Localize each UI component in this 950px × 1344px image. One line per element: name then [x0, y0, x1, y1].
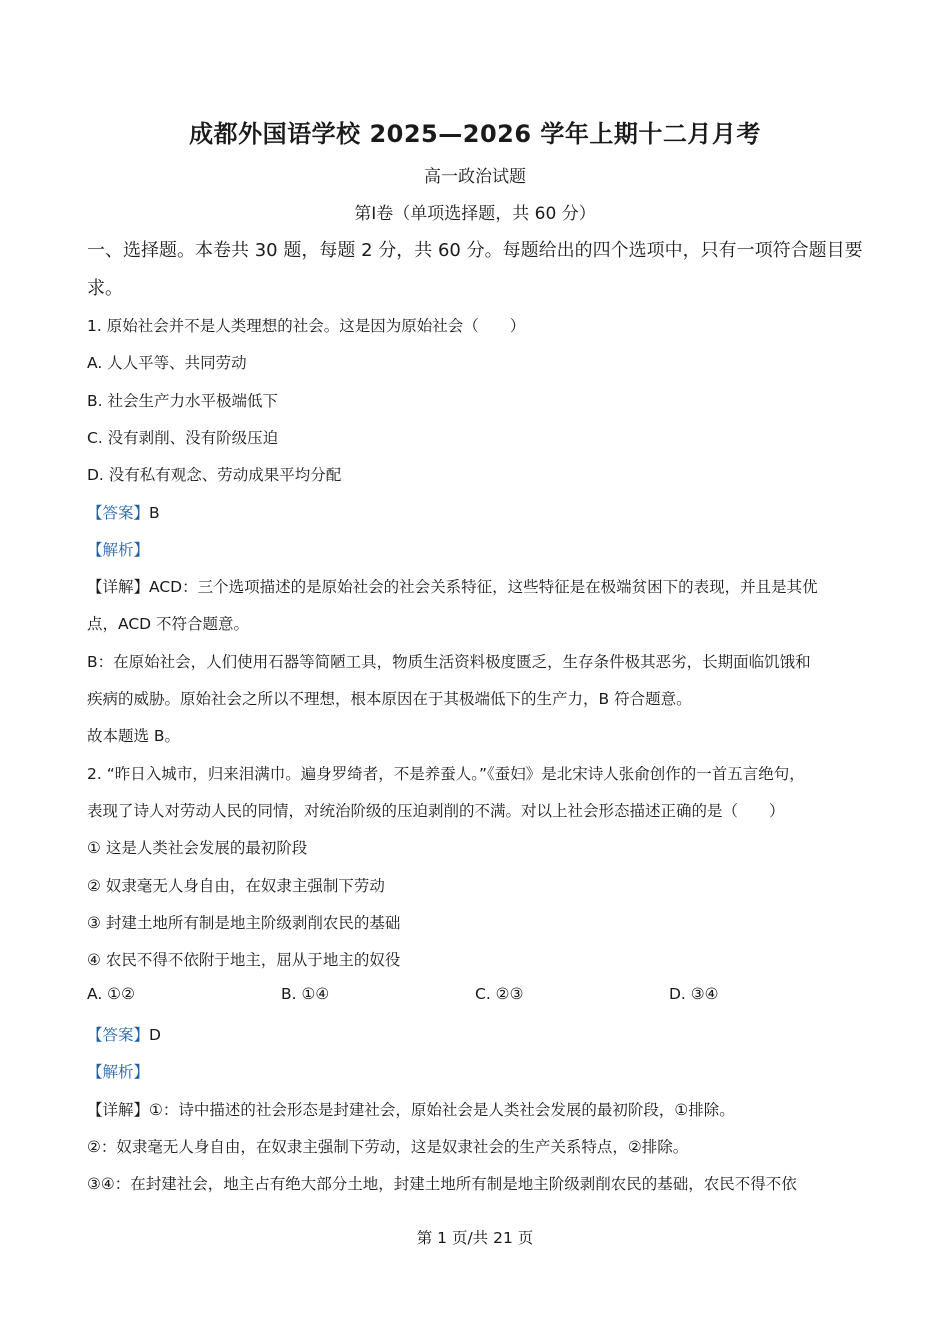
q2-detail-line-2: ②：奴隶毫无人身自由，在奴隶主强制下劳动，这是奴隶社会的生产关系特点，②排除。	[87, 1138, 689, 1156]
q1-detail-line-5: 故本题选 B。	[87, 727, 181, 745]
q1-option-d: D. 没有私有观念、劳动成果平均分配	[87, 466, 342, 484]
q1-option-c: C. 没有剥削、没有阶级压迫	[87, 429, 279, 447]
q2-option-a: A. ①②	[87, 985, 135, 1003]
section-instruction: 一、选择题。本卷共 30 题，每题 2 分，共 60 分。每题给出的四个选项中，只有一项符合题目要求。	[87, 240, 863, 299]
q2-statement-1: ① 这是人类社会发展的最初阶段	[87, 839, 308, 857]
q2-answer	[87, 1023, 161, 1045]
q1-detail-text-1: ACD：三个选项描述的是原始社会的社会关系特征，这些特征是在极端贫困下的表现，并且是其优	[149, 578, 818, 596]
q1-answer-tag: 【答案】	[87, 504, 150, 522]
q2-answer-value: D	[149, 1026, 161, 1044]
q2-detail-text-1: ①：诗中描述的社会形态是封建社会，原始社会是人类社会发展的最初阶段，①排除。	[149, 1101, 735, 1119]
exam-subtitle: 高一政治试题	[424, 167, 526, 187]
exam-title: 成都外国语学校 2025—2026 学年上期十二月月考	[189, 120, 761, 148]
q2-detail-line-1	[87, 1098, 735, 1120]
q1-analysis	[87, 538, 149, 560]
q2-statement-3: ③ 封建土地所有制是地主阶级剥削农民的基础	[87, 914, 401, 932]
q2-detail-line-3: ③④：在封建社会，地主占有绝大部分土地，封建土地所有制是地主阶级剥削农民的基础，农民不得不依	[87, 1175, 797, 1193]
q1-stem: 1. 原始社会并不是人类理想的社会。这是因为原始社会（ ）	[87, 317, 526, 335]
q1-detail-tag: 【详解】	[87, 578, 150, 596]
q2-analysis	[87, 1060, 149, 1082]
q2-option-b: B. ①④	[281, 985, 330, 1003]
q1-analysis-tag: 【解析】	[87, 541, 150, 559]
q2-answer-tag: 【答案】	[87, 1026, 150, 1044]
section-title: 第Ⅰ卷（单项选择题，共 60 分）	[354, 204, 596, 224]
q1-detail-line-4: 疾病的威胁。原始社会之所以不理想，根本原因在于其极端低下的生产力，B 符合题意。	[87, 690, 692, 708]
q2-option-d: D. ③④	[669, 985, 719, 1003]
q2-statement-4: ④ 农民不得不依附于地主，屈从于地主的奴役	[87, 951, 401, 969]
q2-option-c: C. ②③	[475, 985, 524, 1003]
q2-detail-tag: 【详解】	[87, 1101, 150, 1119]
q1-option-a: A. 人人平等、共同劳动	[87, 354, 247, 372]
q2-statement-2: ② 奴隶毫无人身自由，在奴隶主强制下劳动	[87, 877, 385, 895]
q1-answer	[87, 501, 160, 523]
q1-detail-line-2: 点，ACD 不符合题意。	[87, 615, 250, 633]
q1-option-b: B. 社会生产力水平极端低下	[87, 392, 278, 410]
q2-stem-line-1: 2. “昨日入城市，归来泪满巾。遍身罗绮者，不是养蚕人。”《蚕妇》是北宋诗人张俞创作的一首五言绝句，	[87, 765, 805, 783]
q2-analysis-tag: 【解析】	[87, 1063, 150, 1081]
page-footer: 第 1 页/共 21 页	[416, 1229, 534, 1247]
q2-stem-line-2: 表现了诗人对劳动人民的同情，对统治阶级的压迫剥削的不满。对以上社会形态描述正确的是（ ）	[87, 802, 785, 820]
q1-detail-line-3: B：在原始社会，人们使用石器等简陋工具，物质生活资料极度匮乏，生存条件极其恶劣，长期面临饥饿和	[87, 653, 811, 671]
q1-detail-line-1	[87, 575, 818, 597]
q1-answer-value: B	[149, 504, 160, 522]
